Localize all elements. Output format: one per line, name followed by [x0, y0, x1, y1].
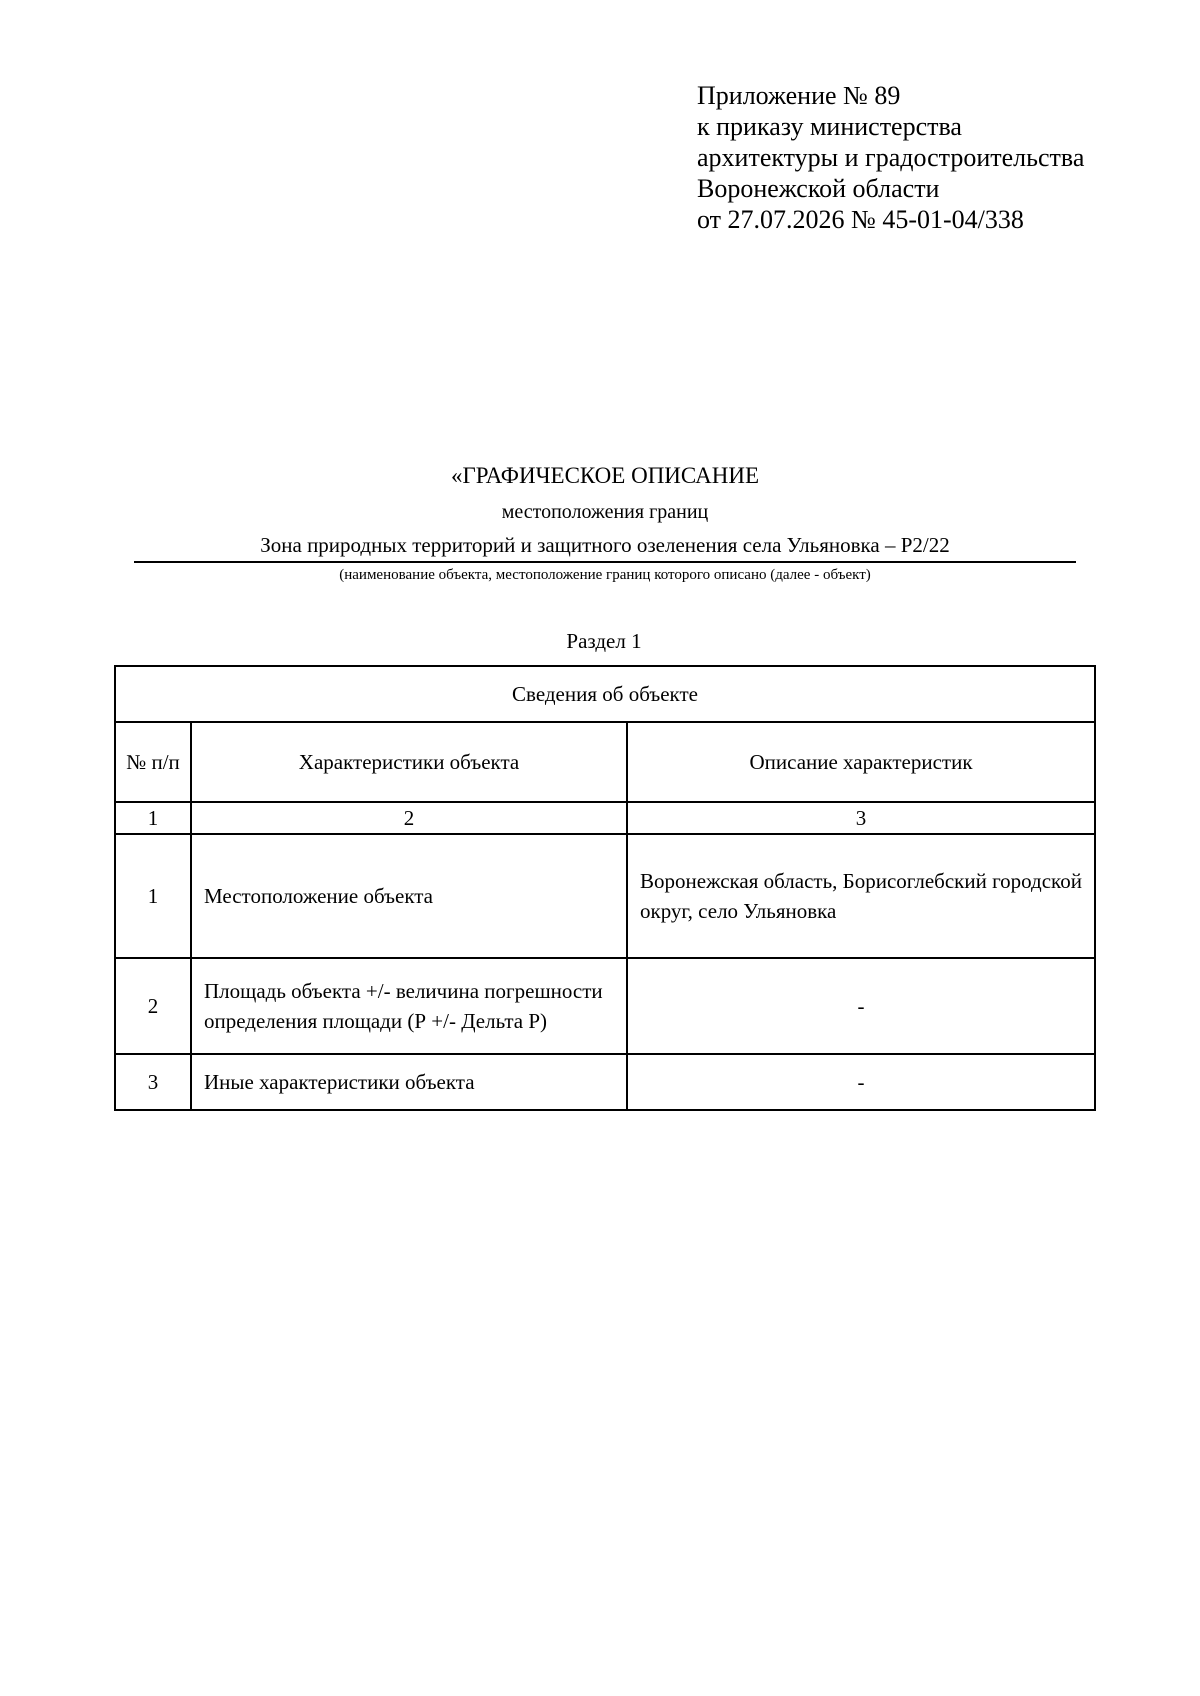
column-number: 3 [627, 802, 1095, 834]
appendix-line: архитектуры и градостроительства [697, 143, 1085, 172]
row-description: - [627, 958, 1095, 1054]
row-description: Воронежская область, Борисоглебский городской округ, село Ульяновка [627, 834, 1095, 958]
row-number: 2 [115, 958, 191, 1054]
table-title-row [115, 666, 1095, 722]
appendix-line: Приложение № 89 [697, 81, 901, 110]
row-characteristic: Местоположение объекта [191, 834, 627, 958]
section-label: Раздел 1 [566, 629, 642, 653]
column-header-number: № п/п [115, 722, 191, 802]
column-header-characteristic: Характеристики объекта [191, 722, 627, 802]
column-number-row [115, 802, 1095, 834]
table-row [115, 834, 1095, 958]
table-row [115, 958, 1095, 1054]
object-info-table [114, 665, 1096, 1111]
appendix-line: от 27.07.2026 № 45-01-04/338 [697, 205, 1024, 234]
column-header-description: Описание характеристик [627, 722, 1095, 802]
document-heading [134, 458, 1076, 587]
row-characteristic: Иные характеристики объекта [191, 1054, 627, 1110]
row-characteristic: Площадь объекта +/- величина погрешности определения площади (Р +/- Дельта Р) [191, 958, 627, 1054]
table-header-row [115, 722, 1095, 802]
table-title: Сведения об объекте [115, 666, 1095, 722]
table-row [115, 1054, 1095, 1110]
column-number: 2 [191, 802, 627, 834]
document-title: «ГРАФИЧЕСКОЕ ОПИСАНИЕ [450, 463, 759, 488]
column-number: 1 [115, 802, 191, 834]
object-name-caption: (наименование объекта, местоположение границ которого описано (далее - объект) [339, 567, 871, 583]
object-name: Зона природных территорий и защитного озеленения села Ульяновка – Р2/22 [134, 530, 1076, 563]
row-description: - [627, 1054, 1095, 1110]
document-subtitle: местоположения границ [501, 501, 709, 523]
row-number: 1 [115, 834, 191, 958]
appendix-line: к приказу министерства [697, 112, 962, 141]
appendix-reference [697, 80, 1084, 235]
appendix-line: Воронежской области [697, 174, 940, 203]
row-number: 3 [115, 1054, 191, 1110]
